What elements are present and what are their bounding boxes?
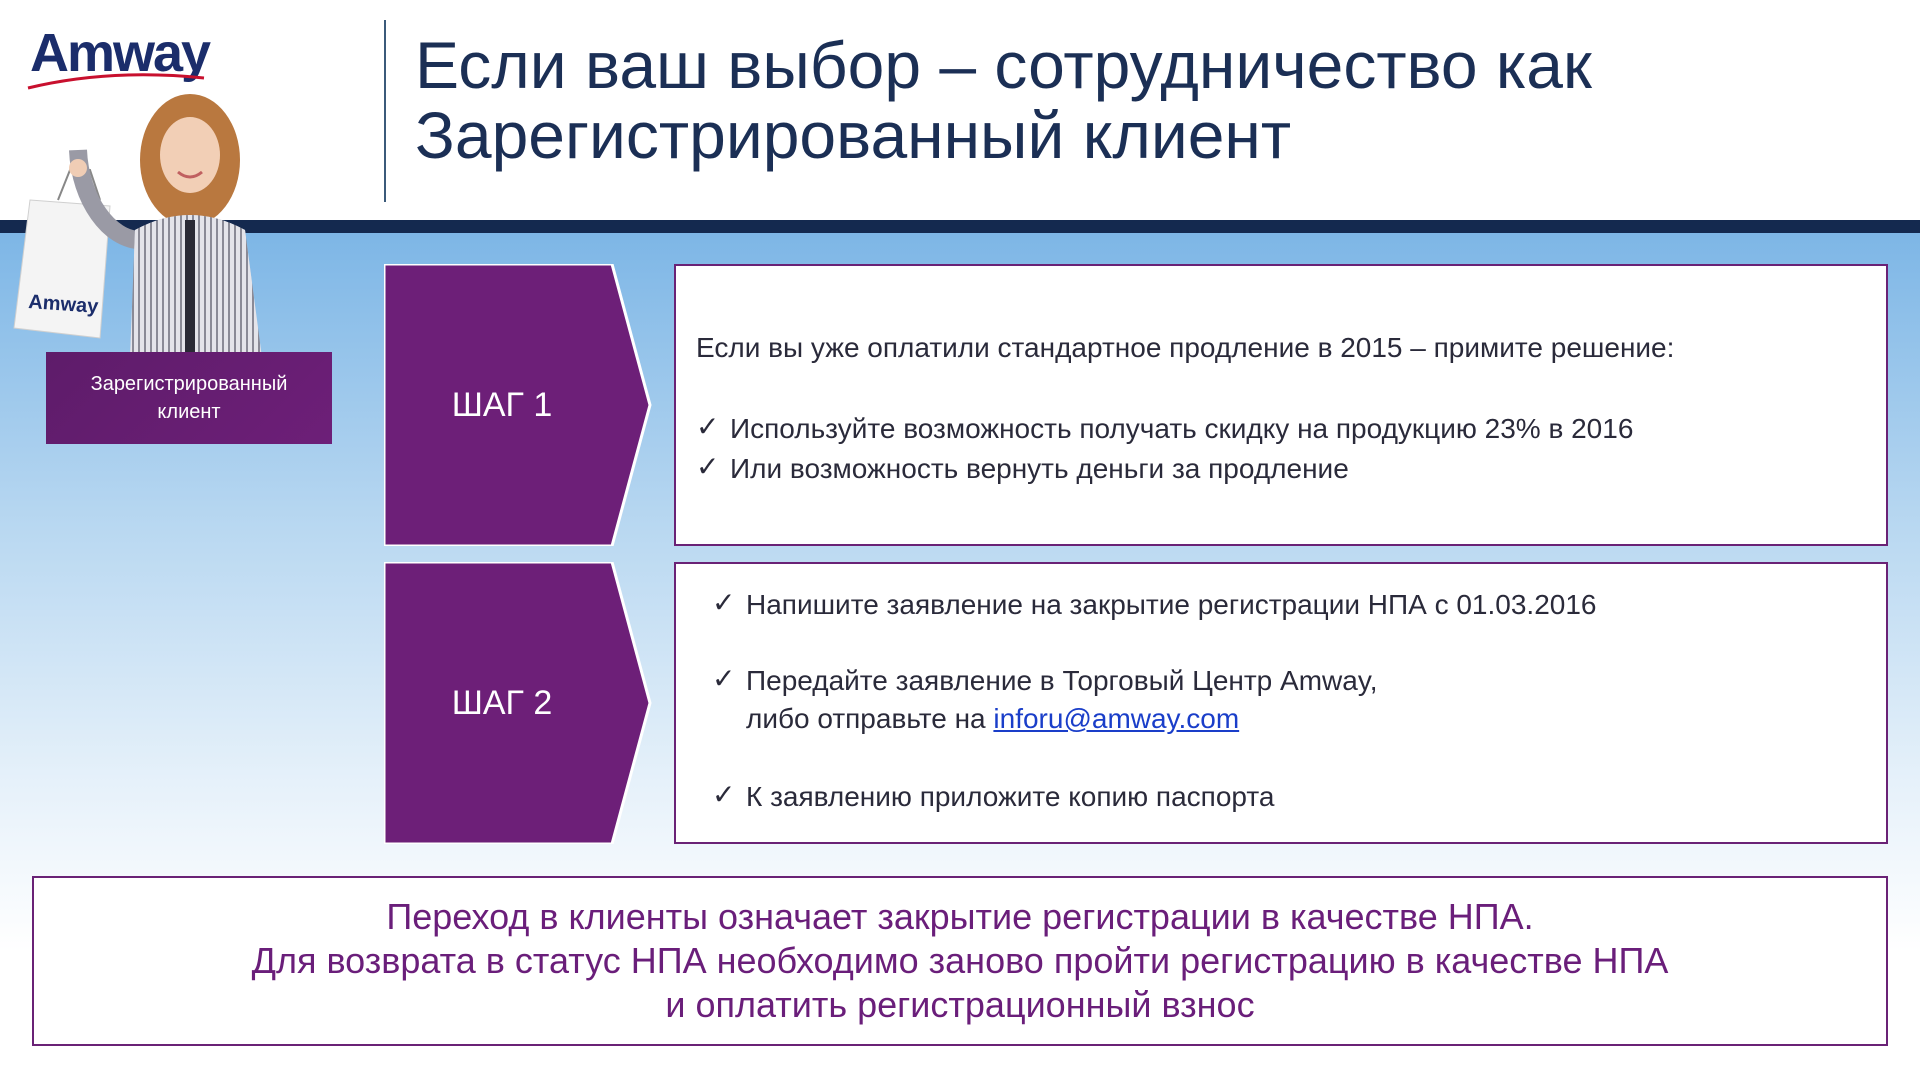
- note-line-3: и оплатить регистрационный взнос: [665, 984, 1255, 1025]
- step-2-chevron: [384, 562, 654, 844]
- step-1-chevron: [384, 264, 654, 546]
- checkmark-icon: ✓: [712, 779, 736, 810]
- list-item-text: [746, 662, 1378, 738]
- note-line-1: Переход в клиенты означает закрытие регистрации в качестве НПА.: [386, 896, 1534, 937]
- list-item-text: К заявлению приложите копию паспорта: [746, 781, 1275, 812]
- page-title: [415, 30, 1592, 170]
- list-item: [696, 410, 1633, 448]
- badge-line-1: Зарегистрированный: [90, 373, 288, 395]
- list-item: [712, 662, 1378, 738]
- step-2-label: ШАГ 2: [451, 683, 553, 722]
- title-line-2: Зарегистрированный клиент: [415, 98, 1292, 172]
- email-link[interactable]: inforu@amway.com: [993, 703, 1240, 734]
- step-1-label: ШАГ 1: [451, 385, 553, 424]
- step-1-intro: Если вы уже оплатили стандартное продление в 2015 – примите решение:: [696, 332, 1675, 363]
- amway-logo: Amway: [30, 23, 210, 83]
- note-line-2: Для возврата в статус НПА необходимо заново пройти регистрацию в качестве НПА: [251, 940, 1669, 981]
- list-item: [696, 450, 1349, 488]
- list-item-text: Используйте возможность получать скидку на продукцию 23% в 2016: [730, 413, 1634, 444]
- registered-client-badge: [46, 352, 332, 444]
- header-divider-bar: [0, 220, 1920, 233]
- title-line-1: Если ваш выбор – сотрудничество как: [415, 28, 1592, 102]
- step-1-panel: [674, 264, 1888, 546]
- list-item: [712, 586, 1597, 624]
- checkmark-icon: ✓: [696, 411, 720, 442]
- checkmark-icon: ✓: [712, 663, 736, 694]
- list-item: [712, 778, 1274, 816]
- bag-logo-text: Amway: [27, 291, 100, 318]
- header-vertical-divider: [384, 20, 386, 202]
- item2-line-2-prefix: либо отправьте на: [746, 703, 994, 734]
- checkmark-icon: ✓: [712, 587, 736, 618]
- list-item-text: Или возможность вернуть деньги за продление: [730, 453, 1349, 484]
- bottom-note: [32, 876, 1888, 1046]
- list-item-text: Напишите заявление на закрытие регистрации НПА с 01.03.2016: [746, 589, 1597, 620]
- checkmark-icon: ✓: [696, 451, 720, 482]
- step-2-panel: [674, 562, 1888, 844]
- badge-line-2: клиент: [157, 401, 221, 423]
- woman-with-shopping-bag-image: [0, 90, 280, 358]
- item2-line-1: Передайте заявление в Торговый Центр Amway,: [746, 665, 1378, 696]
